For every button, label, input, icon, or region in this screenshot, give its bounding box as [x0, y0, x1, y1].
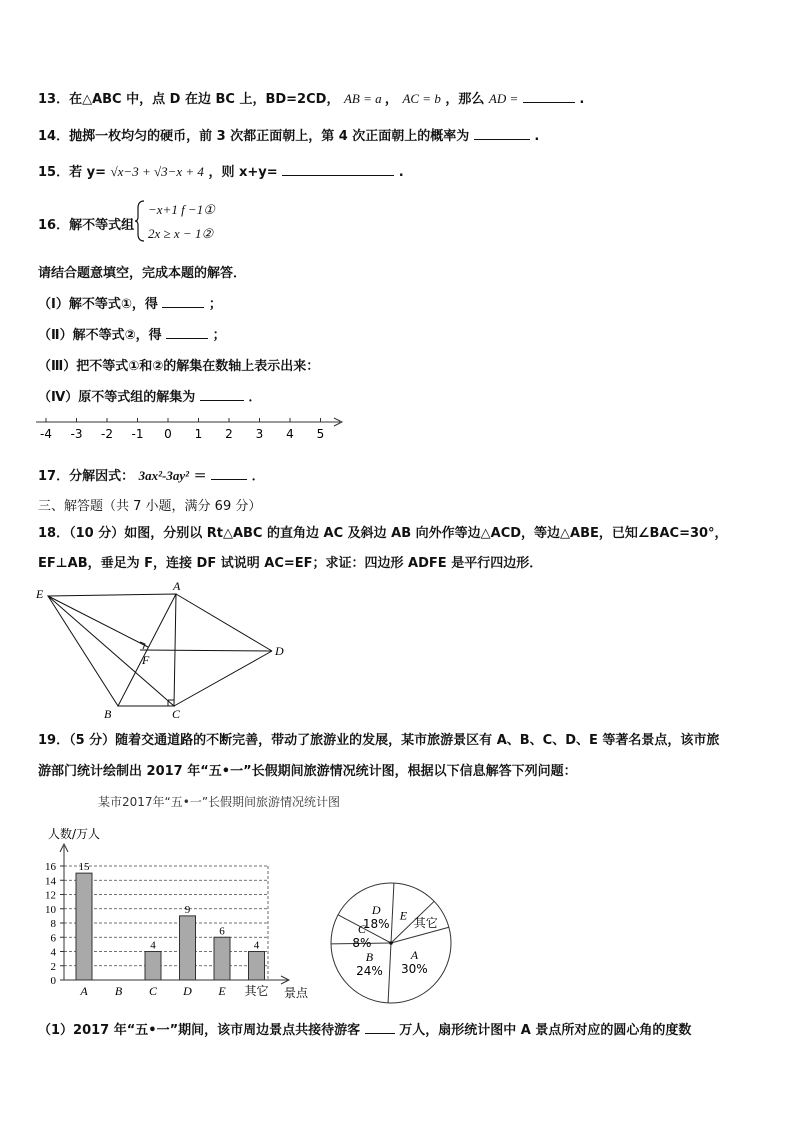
category-label: C: [148, 984, 158, 998]
number-line-label: 1: [194, 427, 203, 441]
y-tick-label: 8: [50, 918, 56, 930]
point-label-d: D: [275, 644, 284, 658]
q16-inequality-1: −x+1 f −1①: [148, 202, 215, 217]
geometry-figure: [32, 578, 302, 720]
bar-data-label: 15: [78, 861, 90, 874]
bar-data-label: 4: [150, 939, 156, 952]
y-tick-label: 12: [45, 889, 56, 902]
pie-slice-label: B: [365, 949, 374, 964]
question-18-line-2: EF⊥AB，垂足为 F，连接 DF 试说明 AC=EF；求证：四边形 ADFE 是平行四边形．: [38, 556, 543, 571]
point-label-c: C: [172, 707, 181, 720]
point-label-f: F: [142, 653, 150, 667]
pie-slice-label: C: [357, 921, 366, 936]
y-tick-label: 16: [45, 861, 56, 873]
q14-text: 14．抛掷一枚均匀的硬币，前 3 次都正面朝上，第 4 次正面朝上的概率为: [38, 129, 470, 144]
number-line-label: -1: [131, 427, 144, 441]
number-line: [34, 414, 346, 444]
q14-tail: .: [534, 129, 540, 144]
bar: [145, 952, 161, 981]
q13-vector-ac: AC = b: [402, 91, 441, 106]
number-line-label: -2: [101, 427, 113, 441]
bar: [214, 937, 230, 980]
q16-part1-blank[interactable]: [162, 307, 204, 308]
question-13: 13．在△ABC 中，点 D 在边 BC 上，BD=2CD， AB = a ， AC = b ，那么 AD = .: [38, 91, 585, 107]
pie-chart: [326, 878, 456, 1008]
number-line-label: 2: [225, 427, 233, 441]
q14-answer-blank[interactable]: [474, 139, 530, 140]
y-tick-label: 2: [50, 960, 56, 973]
q16-part-3: （Ⅲ）把不等式①和②的解集在数轴上表示出来：: [38, 359, 320, 374]
q15-prefix: 15．若 y=: [38, 165, 106, 180]
q16-inequality-2: 2x ≥ x − 1②: [148, 226, 214, 241]
bar-chart: [26, 820, 326, 1002]
question-16-prefix: 16．解不等式组: [38, 218, 135, 233]
pie-slice-label: A: [410, 947, 419, 962]
category-label: E: [218, 984, 226, 998]
x-axis-label: 景点: [284, 986, 309, 1000]
q17-expression: 3ax²-3ay²: [138, 468, 190, 483]
category-label: B: [114, 984, 123, 998]
y-tick-label: 14: [45, 875, 56, 888]
q15-tail: .: [398, 165, 404, 180]
number-line-label: 5: [316, 427, 325, 441]
bar-data-label: 4: [253, 939, 260, 952]
question-18-line-1: 18．（10 分）如图，分别以 Rt△ABC 的直角边 AC 及斜边 AB 向外作等边△ACD，等边△ABE，已知∠BAC=30°，: [38, 526, 728, 541]
y-tick-label: 10: [45, 903, 56, 916]
question-19-part-1: （1）2017 年“五•一”期间，该市周边景点共接待游客 万人，扇形统计图中 A 景点所对应的圆心角的度数: [38, 1023, 692, 1038]
pie-slice-percent: 18%: [362, 916, 390, 931]
q15-mid: ，则 x+y=: [208, 165, 278, 180]
number-line-label: 3: [255, 427, 264, 441]
bar: [249, 952, 265, 981]
pie-center: [389, 941, 393, 945]
question-19-line-1: 19．（5 分）随着交通道路的不断完善，带动了旅游业的发展，某市旅游景区有 A、B、C、D、E 等著名景点，该市旅: [38, 733, 720, 748]
pie-slice-percent: 8%: [352, 935, 372, 950]
q16-part-2: （Ⅱ）解不等式②，得 ；: [38, 328, 226, 343]
number-line-label: 4: [286, 427, 294, 441]
pie-slice-percent: 24%: [356, 963, 383, 978]
pie-slice-label: 其它: [413, 916, 438, 931]
q13-text: 13．在△ABC 中，点 D 在边 BC 上，BD=2CD，: [38, 92, 340, 107]
category-label: D: [183, 984, 192, 998]
bar: [76, 873, 92, 980]
category-label: A: [80, 984, 88, 998]
q13-mid: ，那么: [445, 92, 485, 107]
question-15: [38, 161, 404, 180]
section-3-heading: 三、解答题（共 7 小题，满分 69 分）: [38, 499, 262, 514]
point-label-e: E: [36, 587, 44, 601]
question-14: [38, 125, 539, 144]
pie-slice-label: D: [371, 902, 381, 917]
y-tick-label: 0: [50, 975, 56, 987]
bar: [180, 916, 196, 980]
category-label: 其它: [244, 984, 269, 998]
question-19-line-2: 游部门统计绘制出 2017 年“五•一”长假期间旅游情况统计图，根据以下信息解答下列问题：: [38, 764, 577, 779]
bar-data-label: 6: [219, 925, 225, 938]
q16-part-4: （Ⅳ）原不等式组的解集为 ．: [38, 390, 262, 405]
q13-answer-blank[interactable]: [523, 102, 575, 103]
q13-vector-ab: AB = a: [343, 91, 382, 106]
point-label-b: B: [104, 707, 112, 720]
chart-title: 某市2017年“五•一”长假期间旅游情况统计图: [98, 795, 341, 809]
question-17: 17．分解因式： 3ax²-3ay² ＝ ．: [38, 468, 265, 484]
number-line-label: -4: [40, 427, 52, 441]
q16-instruction: 请结合题意填空，完成本题的解答．: [38, 266, 247, 281]
pie-slice-percent: 30%: [401, 961, 428, 976]
pie-slice-label: E: [399, 908, 408, 923]
y-axis-label: 人数/万人: [48, 827, 101, 841]
q16-part-1: （Ⅰ）解不等式①，得 ；: [38, 297, 222, 312]
q16-part2-blank[interactable]: [166, 338, 208, 339]
q13-tail: .: [579, 92, 585, 107]
q19-part1-blank[interactable]: [365, 1033, 395, 1034]
number-line-label: 0: [164, 427, 172, 441]
bar-data-label: 9: [184, 903, 191, 916]
q16-part4-blank[interactable]: [200, 400, 244, 401]
q13-vector-ad: AD =: [488, 91, 519, 106]
y-tick-label: 6: [50, 932, 56, 945]
q15-answer-blank[interactable]: [282, 175, 394, 176]
q17-answer-blank[interactable]: [211, 479, 247, 480]
point-label-a: A: [173, 579, 181, 593]
y-tick-label: 4: [50, 946, 56, 959]
number-line-label: -3: [70, 427, 83, 441]
q15-expression: √x−3 + √3−x + 4: [110, 164, 204, 179]
